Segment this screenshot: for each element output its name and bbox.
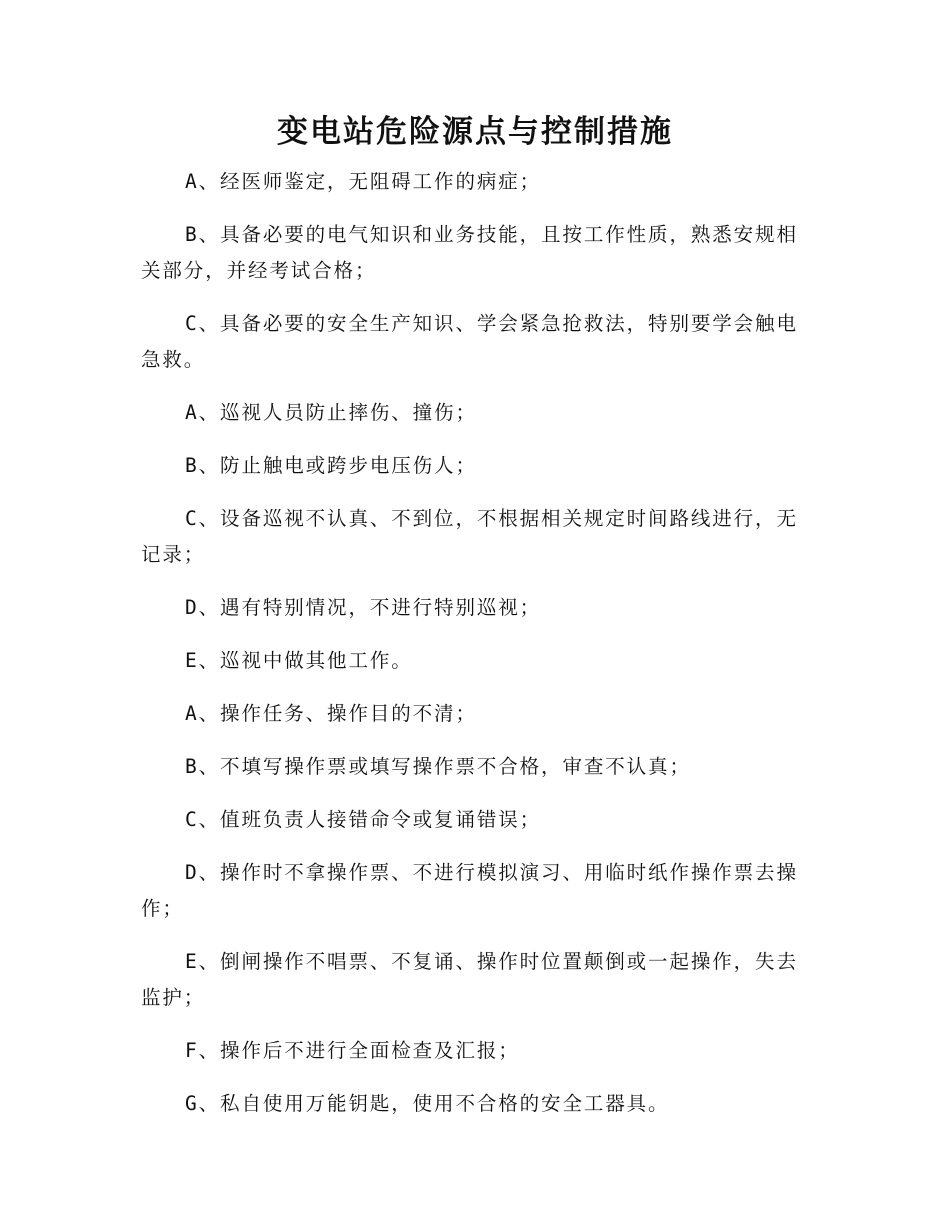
paragraph: G、私自使用万能钥匙，使用不合格的安全工器具。 (185, 1092, 670, 1115)
paragraph: E、倒闸操作不唱票、不复诵、操作时位置颠倒或一起操作，失去监护； (141, 950, 798, 1009)
page-title: 变电站危险源点与控制措施 (277, 114, 673, 150)
paragraph: C、值班负责人接错命令或复诵错误； (185, 808, 542, 831)
paragraph: E、巡视中做其他工作。 (185, 649, 413, 672)
paragraph: C、设备巡视不认真、不到位，不根据相关规定时间路线进行，无记录； (141, 507, 798, 566)
paragraph: B、具备必要的电气知识和业务技能，且按工作性质，熟悉安规相关部分，并经考试合格； (141, 223, 798, 282)
document-body (141, 164, 809, 1139)
paragraph: D、操作时不拿操作票、不进行模拟演习、用临时纸作操作票去操作； (141, 861, 798, 920)
paragraph: B、防止触电或跨步电压伤人； (185, 454, 477, 477)
paragraph: B、不填写操作票或填写操作票不合格，审查不认真； (185, 755, 691, 778)
paragraph: F、操作后不进行全面检查及汇报； (185, 1039, 520, 1062)
paragraph: A、经医师鉴定，无阻碍工作的病症； (185, 170, 542, 193)
paragraph: A、巡视人员防止摔伤、撞伤； (185, 401, 477, 424)
paragraph: D、遇有特别情况，不进行特别巡视； (185, 596, 542, 619)
paragraph: C、具备必要的安全生产知识、学会紧急抢救法，特别要学会触电急救。 (141, 312, 798, 371)
paragraph: A、操作任务、操作目的不清； (185, 702, 477, 725)
